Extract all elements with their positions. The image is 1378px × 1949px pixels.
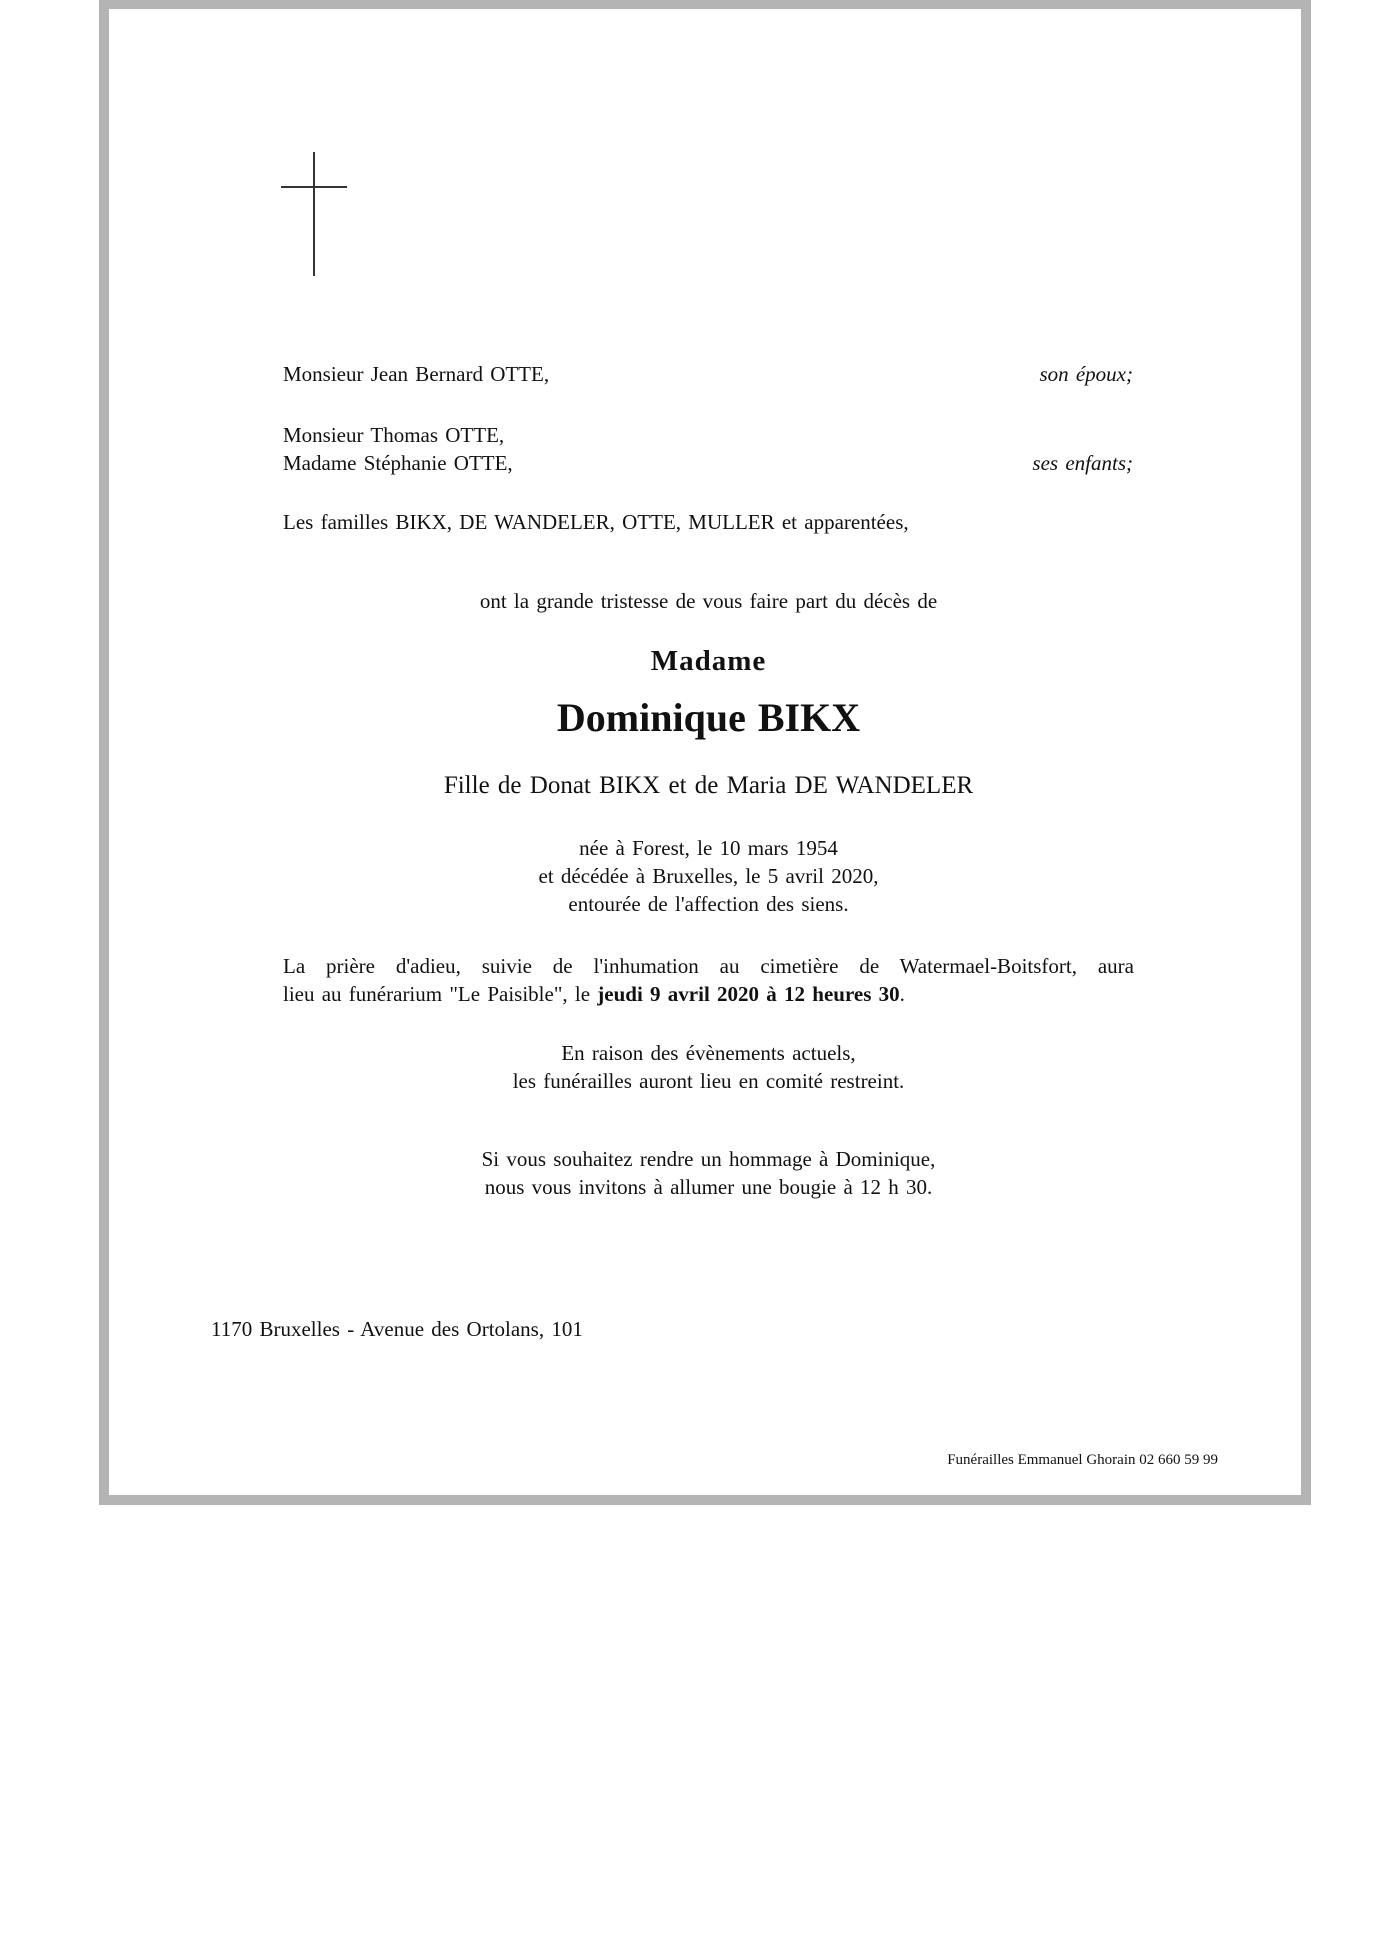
children-role: ses enfants; <box>1032 451 1133 475</box>
families-line: Les familles BIKX, DE WANDELER, OTTE, MULLER et apparentées, <box>283 510 909 534</box>
cross-icon <box>281 152 347 276</box>
surrounded-line: entourée de l'affection des siens. <box>568 892 849 916</box>
restriction-line-2: les funérailles auront lieu en comité restreint. <box>512 1069 905 1093</box>
deceased-title: Madame <box>650 645 767 677</box>
ceremony-line-2: lieu au funérarium "Le Paisible", le jeudi 9 avril 2020 à 12 heures 30. <box>283 982 905 1006</box>
husband-name: Monsieur Jean Bernard OTTE, <box>283 362 550 386</box>
homage-line-1: Si vous souhaitez rendre un hommage à Dominique, <box>481 1147 936 1171</box>
address-line: 1170 Bruxelles - Avenue des Ortolans, 101 <box>211 1317 583 1341</box>
deceased-name: Dominique BIKX <box>556 695 861 740</box>
ceremony-line-1: La prière d'adieu, suivie de l'inhumation au cimetière de Watermael-Boitsfort, aura <box>283 954 1134 978</box>
husband-role: son époux; <box>1039 362 1133 386</box>
funeral-home-footer: Funérailles Emmanuel Ghorain 02 660 59 99 <box>947 1452 1218 1468</box>
child-name-1: Monsieur Thomas OTTE, <box>283 423 505 447</box>
homage-line-2: nous vous invitons à allumer une bougie à 12 h 30. <box>484 1175 933 1199</box>
child-name-2: Madame Stéphanie OTTE, <box>283 451 513 475</box>
parents-line: Fille de Donat BIKX et de Maria DE WANDELER <box>443 772 974 799</box>
restriction-line-1: En raison des évènements actuels, <box>561 1041 856 1065</box>
death-line: et décédée à Bruxelles, le 5 avril 2020, <box>538 864 879 888</box>
ceremony-date: jeudi 9 avril 2020 à 12 heures 30 <box>597 982 900 1006</box>
announcement-line: ont la grande tristesse de vous faire part du décès de <box>479 589 938 613</box>
birth-line: née à Forest, le 10 mars 1954 <box>579 836 838 860</box>
